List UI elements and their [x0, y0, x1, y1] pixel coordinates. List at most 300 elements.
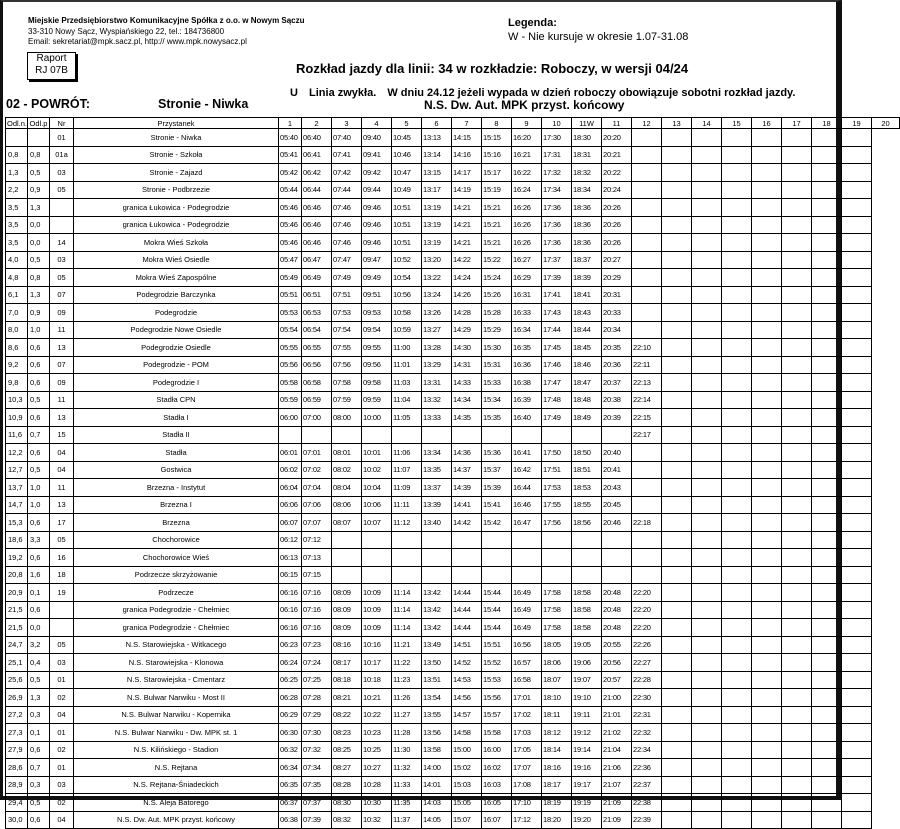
departure-time-cell [782, 636, 812, 654]
departure-time-cell [632, 146, 662, 164]
stop-name-cell: N.S. Bulwar Narwiku - Kopernika [74, 706, 279, 724]
departure-time-cell: 09:58 [362, 374, 392, 392]
departure-time-cell: 09:56 [362, 356, 392, 374]
departure-time-cell: 09:40 [362, 129, 392, 147]
distance-step-cell: 3,2 [28, 636, 50, 654]
departure-time-cell: 07:01 [302, 444, 332, 462]
departure-time-cell: 14:21 [452, 234, 482, 252]
departure-time-cell [812, 251, 842, 269]
stop-name-cell: Stadła II [74, 426, 279, 444]
column-header: 9 [512, 118, 542, 129]
report-box [27, 52, 76, 80]
departure-time-cell [752, 811, 782, 829]
departure-time-cell: 11:14 [392, 601, 422, 619]
departure-time-cell: 20:20 [602, 129, 632, 147]
departure-time-cell: 13:19 [422, 216, 452, 234]
departure-time-cell: 22:20 [632, 619, 662, 637]
table-row [6, 426, 900, 444]
departure-time-cell [842, 706, 872, 724]
departure-time-cell [632, 164, 662, 182]
departure-time-cell [782, 461, 812, 479]
departure-time-cell [752, 164, 782, 182]
departure-time-cell: 11:14 [392, 584, 422, 602]
table-row [6, 601, 900, 619]
departure-time-cell: 18:10 [542, 689, 572, 707]
departure-time-cell [722, 286, 752, 304]
departure-time-cell [752, 216, 782, 234]
distance-total-cell: 11,6 [6, 426, 28, 444]
departure-time-cell: 13:49 [422, 636, 452, 654]
departure-time-cell: 13:58 [422, 741, 452, 759]
departure-time-cell [602, 566, 632, 584]
departure-time-cell: 20:37 [602, 374, 632, 392]
departure-time-cell [842, 216, 872, 234]
timetable [5, 117, 900, 829]
departure-time-cell: 10:06 [362, 496, 392, 514]
departure-time-cell: 20:36 [602, 356, 632, 374]
departure-time-cell [662, 164, 692, 182]
departure-time-cell [662, 724, 692, 742]
column-header: 12 [632, 118, 662, 129]
departure-time-cell [692, 339, 722, 357]
departure-time-cell [752, 759, 782, 777]
distance-step-cell: 0,5 [28, 671, 50, 689]
departure-time-cell [842, 671, 872, 689]
departure-time-cell: 18:49 [572, 409, 602, 427]
distance-step-cell: 0,8 [28, 269, 50, 287]
departure-time-cell: 15:21 [482, 216, 512, 234]
departure-time-cell [812, 759, 842, 777]
departure-time-cell: 10:45 [392, 129, 422, 147]
departure-time-cell [692, 496, 722, 514]
departure-time-cell: 20:24 [602, 181, 632, 199]
departure-time-cell: 14:57 [452, 706, 482, 724]
stop-number-cell: 04 [50, 811, 74, 829]
departure-time-cell [782, 671, 812, 689]
distance-step-cell: 1,3 [28, 199, 50, 217]
departure-time-cell [692, 129, 722, 147]
departure-time-cell [842, 234, 872, 252]
departure-time-cell [812, 601, 842, 619]
departure-time-cell [782, 181, 812, 199]
departure-time-cell: 10:46 [392, 146, 422, 164]
departure-time-cell: 07:46 [332, 234, 362, 252]
distance-total-cell: 13,7 [6, 479, 28, 497]
departure-time-cell: 06:16 [279, 619, 302, 637]
company-address: 33-310 Nowy Sącz, Wyspiańskiego 22, tel.: 184736800 [28, 26, 225, 36]
departure-time-cell [722, 794, 752, 812]
departure-time-cell: 05:46 [279, 216, 302, 234]
departure-time-cell: 07:23 [302, 636, 332, 654]
departure-time-cell [842, 304, 872, 322]
departure-time-cell: 17:47 [542, 374, 572, 392]
company-header [28, 16, 305, 48]
distance-total-cell: 19,2 [6, 549, 28, 567]
departure-time-cell [752, 356, 782, 374]
departure-time-cell: 16:03 [482, 776, 512, 794]
departure-time-cell: 06:37 [279, 794, 302, 812]
departure-time-cell [662, 776, 692, 794]
departure-time-cell: 09:59 [362, 391, 392, 409]
departure-time-cell: 13:42 [422, 619, 452, 637]
departure-time-cell [692, 776, 722, 794]
departure-time-cell: 07:41 [332, 146, 362, 164]
departure-time-cell: 06:51 [302, 286, 332, 304]
table-row [6, 216, 900, 234]
departure-time-cell [662, 759, 692, 777]
departure-time-cell [279, 426, 302, 444]
departure-time-cell: 21:01 [602, 706, 632, 724]
departure-time-cell: 21:09 [602, 811, 632, 829]
departure-time-cell [842, 759, 872, 777]
legend-text: W - Nie kursuje w okresie 1.07-31.08 [508, 31, 689, 43]
departure-time-cell [662, 269, 692, 287]
departure-time-cell: 22:20 [632, 601, 662, 619]
departure-time-cell: 09:41 [362, 146, 392, 164]
departure-time-cell: 16:00 [482, 741, 512, 759]
table-row [6, 146, 900, 164]
distance-step-cell: 0,1 [28, 584, 50, 602]
departure-time-cell [662, 339, 692, 357]
departure-time-cell: 10:51 [392, 216, 422, 234]
departure-time-cell: 17:07 [512, 759, 542, 777]
departure-time-cell [422, 549, 452, 567]
departure-time-cell [722, 426, 752, 444]
departure-time-cell: 18:58 [572, 619, 602, 637]
distance-total-cell: 30,0 [6, 811, 28, 829]
stop-number-cell: 01 [50, 759, 74, 777]
distance-total-cell: 4,8 [6, 269, 28, 287]
departure-time-cell [752, 391, 782, 409]
departure-time-cell: 15:56 [482, 689, 512, 707]
departure-time-cell [692, 374, 722, 392]
departure-time-cell [752, 566, 782, 584]
departure-time-cell [842, 409, 872, 427]
departure-time-cell [722, 776, 752, 794]
departure-time-cell: 06:46 [302, 216, 332, 234]
departure-time-cell: 14:34 [452, 391, 482, 409]
departure-time-cell [722, 339, 752, 357]
departure-time-cell: 15:21 [482, 234, 512, 252]
table-row [6, 671, 900, 689]
column-header: Odl.p [28, 118, 50, 129]
distance-total-cell: 10,9 [6, 409, 28, 427]
stop-number-cell: 11 [50, 479, 74, 497]
departure-time-cell: 20:45 [602, 496, 632, 514]
departure-time-cell [812, 776, 842, 794]
table-row [6, 356, 900, 374]
departure-time-cell: 06:13 [279, 549, 302, 567]
departure-time-cell [722, 741, 752, 759]
departure-time-cell [752, 479, 782, 497]
departure-time-cell: 11:23 [392, 671, 422, 689]
departure-time-cell [662, 251, 692, 269]
departure-time-cell [722, 549, 752, 567]
departure-time-cell [812, 654, 842, 672]
departure-time-cell: 06:06 [279, 496, 302, 514]
departure-time-cell [572, 566, 602, 584]
departure-time-cell: 15:44 [482, 601, 512, 619]
departure-time-cell: 07:51 [332, 286, 362, 304]
distance-total-cell: 12,7 [6, 461, 28, 479]
departure-time-cell: 14:58 [452, 724, 482, 742]
departure-time-cell: 13:20 [422, 251, 452, 269]
departure-time-cell [782, 811, 812, 829]
distance-step-cell: 0,6 [28, 409, 50, 427]
stop-name-cell: N.S. Starowiejska - Witkacego [74, 636, 279, 654]
stop-number-cell: 05 [50, 531, 74, 549]
departure-time-cell [692, 234, 722, 252]
departure-time-cell [812, 479, 842, 497]
departure-time-cell: 18:14 [542, 741, 572, 759]
departure-time-cell [512, 566, 542, 584]
departure-time-cell: 13:42 [422, 601, 452, 619]
column-header: 6 [422, 118, 452, 129]
departure-time-cell [512, 426, 542, 444]
departure-time-cell [692, 461, 722, 479]
departure-time-cell: 16:49 [512, 584, 542, 602]
departure-time-cell [782, 374, 812, 392]
departure-time-cell: 11:07 [392, 461, 422, 479]
table-row [6, 444, 900, 462]
departure-time-cell [362, 566, 392, 584]
departure-time-cell: 05:40 [279, 129, 302, 147]
departure-time-cell: 09:42 [362, 164, 392, 182]
departure-time-cell: 15:44 [482, 619, 512, 637]
departure-time-cell [812, 409, 842, 427]
departure-time-cell: 10:54 [392, 269, 422, 287]
departure-time-cell: 14:51 [452, 636, 482, 654]
stop-name-cell: Podegrodzie [74, 304, 279, 322]
distance-step-cell: 0,6 [28, 514, 50, 532]
departure-time-cell: 06:44 [302, 181, 332, 199]
departure-time-cell [722, 636, 752, 654]
departure-time-cell: 14:31 [452, 356, 482, 374]
departure-time-cell [722, 811, 752, 829]
stop-name-cell: Chochorowice [74, 531, 279, 549]
departure-time-cell: 13:50 [422, 654, 452, 672]
departure-time-cell: 10:49 [392, 181, 422, 199]
distance-step-cell: 0,9 [28, 304, 50, 322]
departure-time-cell [692, 584, 722, 602]
departure-time-cell: 20:55 [602, 636, 632, 654]
departure-time-cell [782, 741, 812, 759]
departure-time-cell: 22:37 [632, 776, 662, 794]
departure-time-cell [422, 426, 452, 444]
departure-time-cell [722, 461, 752, 479]
departure-time-cell [842, 584, 872, 602]
departure-time-cell [722, 496, 752, 514]
departure-time-cell: 13:19 [422, 234, 452, 252]
table-row [6, 251, 900, 269]
departure-time-cell: 14:30 [452, 339, 482, 357]
departure-time-cell [812, 356, 842, 374]
departure-time-cell: 18:36 [572, 199, 602, 217]
departure-time-cell: 14:28 [452, 304, 482, 322]
departure-time-cell [842, 514, 872, 532]
departure-time-cell [662, 671, 692, 689]
departure-time-cell [782, 549, 812, 567]
departure-time-cell [842, 339, 872, 357]
departure-time-cell [842, 636, 872, 654]
departure-time-cell [632, 321, 662, 339]
departure-time-cell: 11:28 [392, 724, 422, 742]
departure-time-cell: 18:56 [572, 514, 602, 532]
departure-time-cell [842, 356, 872, 374]
departure-time-cell [692, 811, 722, 829]
departure-time-cell: 14:29 [452, 321, 482, 339]
column-header: 5 [392, 118, 422, 129]
departure-time-cell: 16:07 [482, 811, 512, 829]
stop-number-cell: 04 [50, 461, 74, 479]
departure-time-cell [752, 689, 782, 707]
departure-time-cell [812, 741, 842, 759]
departure-time-cell [752, 269, 782, 287]
departure-time-cell: 10:28 [362, 776, 392, 794]
departure-time-cell: 16:56 [512, 636, 542, 654]
departure-time-cell: 09:53 [362, 304, 392, 322]
departure-time-cell: 17:36 [542, 199, 572, 217]
departure-time-cell [812, 706, 842, 724]
departure-time-cell: 07:39 [302, 811, 332, 829]
departure-time-cell [692, 566, 722, 584]
departure-time-cell: 07:06 [302, 496, 332, 514]
departure-time-cell: 05:47 [279, 251, 302, 269]
departure-time-cell [332, 531, 362, 549]
departure-time-cell: 15:58 [482, 724, 512, 742]
departure-time-cell: 15:30 [482, 339, 512, 357]
departure-time-cell: 14:52 [452, 654, 482, 672]
departure-time-cell [662, 234, 692, 252]
departure-time-cell: 20:43 [602, 479, 632, 497]
departure-time-cell [782, 566, 812, 584]
stop-name-cell: Podrzecze [74, 584, 279, 602]
table-row [6, 496, 900, 514]
departure-time-cell [812, 461, 842, 479]
departure-time-cell [332, 426, 362, 444]
departure-time-cell: 15:15 [482, 129, 512, 147]
column-header: 13 [662, 118, 692, 129]
departure-time-cell: 22:39 [632, 811, 662, 829]
departure-time-cell [842, 321, 872, 339]
departure-time-cell: 08:09 [332, 601, 362, 619]
departure-time-cell: 07:16 [302, 601, 332, 619]
departure-time-cell: 06:01 [279, 444, 302, 462]
departure-time-cell [482, 426, 512, 444]
departure-time-cell: 13:15 [422, 164, 452, 182]
stop-name-cell: Brzezna [74, 514, 279, 532]
stop-number-cell: 13 [50, 496, 74, 514]
table-row [6, 584, 900, 602]
distance-total-cell: 14,7 [6, 496, 28, 514]
departure-time-cell: 10:09 [362, 619, 392, 637]
departure-time-cell [812, 199, 842, 217]
departure-time-cell: 13:13 [422, 129, 452, 147]
departure-time-cell [692, 671, 722, 689]
stop-name-cell: N.S. Rejtana-Śniadeckich [74, 776, 279, 794]
table-row [6, 391, 900, 409]
stop-number-cell [50, 601, 74, 619]
departure-time-cell: 15:41 [482, 496, 512, 514]
departure-time-cell: 07:15 [302, 566, 332, 584]
departure-time-cell [752, 426, 782, 444]
departure-time-cell [722, 531, 752, 549]
departure-time-cell [632, 234, 662, 252]
departure-time-cell: 09:46 [362, 199, 392, 217]
distance-total-cell: 25,1 [6, 654, 28, 672]
distance-step-cell: 0,6 [28, 356, 50, 374]
departure-time-cell: 08:21 [332, 689, 362, 707]
stop-name-cell: Stronie - Podbrzezie [74, 181, 279, 199]
departure-time-cell: 18:05 [542, 636, 572, 654]
departure-time-cell: 07:34 [302, 759, 332, 777]
departure-time-cell [752, 339, 782, 357]
departure-time-cell [782, 724, 812, 742]
departure-time-cell: 18:06 [542, 654, 572, 672]
departure-time-cell: 16:33 [512, 304, 542, 322]
departure-time-cell: 10:56 [392, 286, 422, 304]
departure-time-cell: 22:15 [632, 409, 662, 427]
departure-time-cell [812, 164, 842, 182]
departure-time-cell: 18:43 [572, 304, 602, 322]
departure-time-cell: 20:56 [602, 654, 632, 672]
departure-time-cell: 08:06 [332, 496, 362, 514]
departure-time-cell: 20:57 [602, 671, 632, 689]
departure-time-cell [812, 566, 842, 584]
departure-time-cell [662, 689, 692, 707]
stop-number-cell: 19 [50, 584, 74, 602]
departure-time-cell: 08:00 [332, 409, 362, 427]
distance-step-cell: 0,6 [28, 741, 50, 759]
departure-time-cell [752, 724, 782, 742]
departure-time-cell: 22:31 [632, 706, 662, 724]
departure-time-cell [692, 619, 722, 637]
table-row [6, 339, 900, 357]
departure-time-cell [782, 444, 812, 462]
departure-time-cell [722, 129, 752, 147]
departure-time-cell [692, 601, 722, 619]
departure-time-cell: 16:34 [512, 321, 542, 339]
departure-time-cell [842, 496, 872, 514]
departure-time-cell: 05:58 [279, 374, 302, 392]
departure-time-cell: 07:58 [332, 374, 362, 392]
departure-time-cell: 22:34 [632, 741, 662, 759]
stop-number-cell: 13 [50, 409, 74, 427]
departure-time-cell: 20:40 [602, 444, 632, 462]
stop-name-cell: Stronie - Zajazd [74, 164, 279, 182]
departure-time-cell: 14:03 [422, 794, 452, 812]
departure-time-cell: 05:54 [279, 321, 302, 339]
departure-time-cell [692, 181, 722, 199]
departure-time-cell: 17:53 [542, 479, 572, 497]
departure-time-cell: 08:01 [332, 444, 362, 462]
departure-time-cell [842, 461, 872, 479]
table-row [6, 479, 900, 497]
departure-time-cell [692, 531, 722, 549]
departure-time-cell: 21:04 [602, 741, 632, 759]
departure-time-cell: 11:30 [392, 741, 422, 759]
distance-total-cell: 27,2 [6, 706, 28, 724]
departure-time-cell: 15:22 [482, 251, 512, 269]
departure-time-cell: 16:26 [512, 216, 542, 234]
departure-time-cell [842, 129, 872, 147]
departure-time-cell [782, 531, 812, 549]
table-row [6, 514, 900, 532]
departure-time-cell: 17:49 [542, 409, 572, 427]
departure-time-cell [662, 199, 692, 217]
departure-time-cell: 11:09 [392, 479, 422, 497]
distance-step-cell: 0,5 [28, 251, 50, 269]
